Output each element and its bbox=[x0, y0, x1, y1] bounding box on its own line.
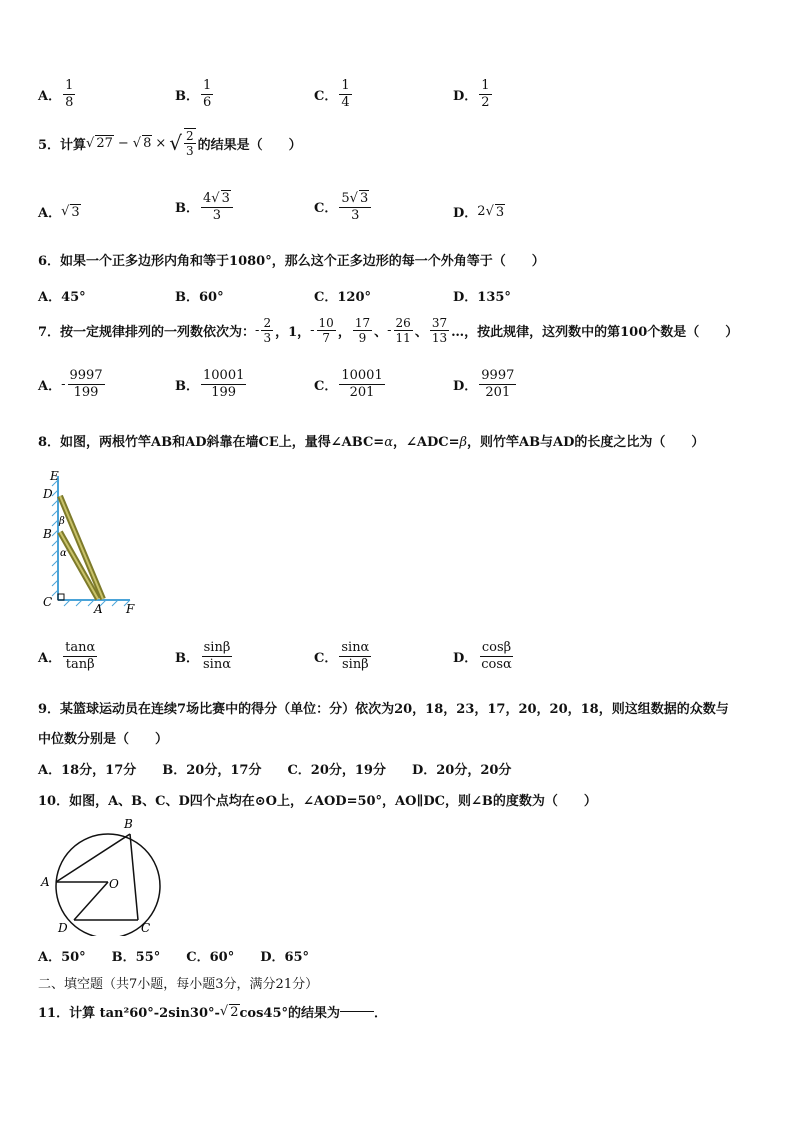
label-a: A bbox=[94, 602, 103, 616]
label-beta: β bbox=[59, 516, 65, 527]
answer-blank bbox=[340, 1011, 374, 1012]
q6-option-c: C．120° bbox=[314, 290, 371, 305]
q7-option-b: B． $\frac{10001}{199}$ bbox=[175, 368, 245, 400]
label-f: F bbox=[126, 602, 135, 616]
q6-stem: 6．如果一个正多边形内角和等于1080°，那么这个正多边形的每一个外角等于（ ） bbox=[38, 254, 545, 269]
fraction: $\frac{1}{8}$ bbox=[65, 78, 74, 110]
label-a: A bbox=[41, 875, 50, 889]
q6-option-d: D．135° bbox=[453, 290, 511, 305]
q5-option-c: C． $\frac{5√ 3}{3}$ bbox=[314, 190, 373, 223]
q10-stem: 10．如图，A、B、C、D四个点均在⊙O上，∠AOD=50°，AO∥DC，则∠B的度数为（ ） bbox=[38, 794, 597, 809]
label-b: B bbox=[43, 527, 52, 541]
q7-stem: 7．按一定规律排列的一列数依次为： - $\frac{2}{3}$ ，1， - $\frac{10}{7}$ ， $\frac{17}{9}$ 、 - $\frac{26}{11}$ 、 $\frac{37}{13}$ …，按此规律，这列数中的第100个数是（ ） bbox=[38, 316, 739, 346]
q8-option-d: D． $\frac{\cos\beta}{\cos\alpha}$ bbox=[453, 640, 512, 672]
q8-option-b: B． $\frac{\sin\beta}{\sin\alpha}$ bbox=[175, 640, 231, 672]
q11-stem: 11．计算 tan²60°-2sin30°- √ 2 cos45°的结果为 ． bbox=[38, 1004, 388, 1021]
q5-option-a: A． √ 3 bbox=[38, 204, 80, 221]
label-c: C bbox=[141, 921, 151, 935]
q8-stem: 8．如图，两根竹竿AB和AD斜靠在墙CE上，量得∠ABC=α，∠ADC=β，则竹竿AB与AD的长度之比为（ ） bbox=[38, 435, 705, 450]
q7-option-a: A． - $\frac{9997}{199}$ bbox=[38, 368, 103, 400]
q7-option-c: C． $\frac{10001}{201}$ bbox=[314, 368, 383, 400]
label-o: O bbox=[109, 877, 119, 891]
q8-option-c: C． $\frac{\sin\alpha}{\sin\beta}$ bbox=[314, 640, 370, 672]
q8-option-a: A． $\frac{\tan\alpha}{\tan\beta}$ bbox=[38, 640, 96, 672]
q10-options: A．50° B．55° C．60° D．65° bbox=[38, 950, 310, 965]
q4-option-a: A． $\frac{1}{8}$ bbox=[38, 78, 74, 110]
q5-option-b: B． $\frac{4√ 3}{3}$ bbox=[175, 190, 235, 223]
q4-option-c: C． $\frac{1}{4}$ bbox=[314, 78, 350, 110]
label-alpha: α bbox=[60, 548, 67, 559]
q9-options: A．18分，17分 B．20分，17分 C．20分，19分 D．20分，20分 bbox=[38, 763, 512, 778]
q9-stem-line1: 9．某篮球运动员在连续7场比赛中的得分（单位：分）依次为20，18，23，17，20，20，18，则这组数据的众数与 bbox=[38, 702, 729, 717]
q5-stem: 5．计算 √ 27 − √ 8 × √ $\frac{2}{3}$ 的结果是（ ） bbox=[38, 129, 302, 159]
bamboo-figure bbox=[38, 466, 148, 618]
label-b: B bbox=[124, 817, 133, 831]
label-d: D bbox=[58, 921, 68, 935]
label-d: D bbox=[43, 487, 53, 501]
circle-figure bbox=[38, 814, 168, 936]
q5-option-d: D． 2 √ 3 bbox=[453, 204, 505, 221]
section-heading: 二、填空题（共7小题，每小题3分，满分21分） bbox=[38, 977, 319, 992]
q6-option-a: A．45° bbox=[38, 290, 86, 305]
q4-option-d: D． $\frac{1}{2}$ bbox=[453, 78, 490, 110]
q4-option-b: B． $\frac{1}{6}$ bbox=[175, 78, 212, 110]
label-c: C bbox=[43, 595, 53, 609]
q9-stem-line2: 中位数分别是（ ） bbox=[38, 732, 169, 747]
q7-option-d: D． $\frac{9997}{201}$ bbox=[453, 368, 515, 400]
label-e: E bbox=[50, 469, 59, 483]
q6-option-b: B．60° bbox=[175, 290, 224, 305]
